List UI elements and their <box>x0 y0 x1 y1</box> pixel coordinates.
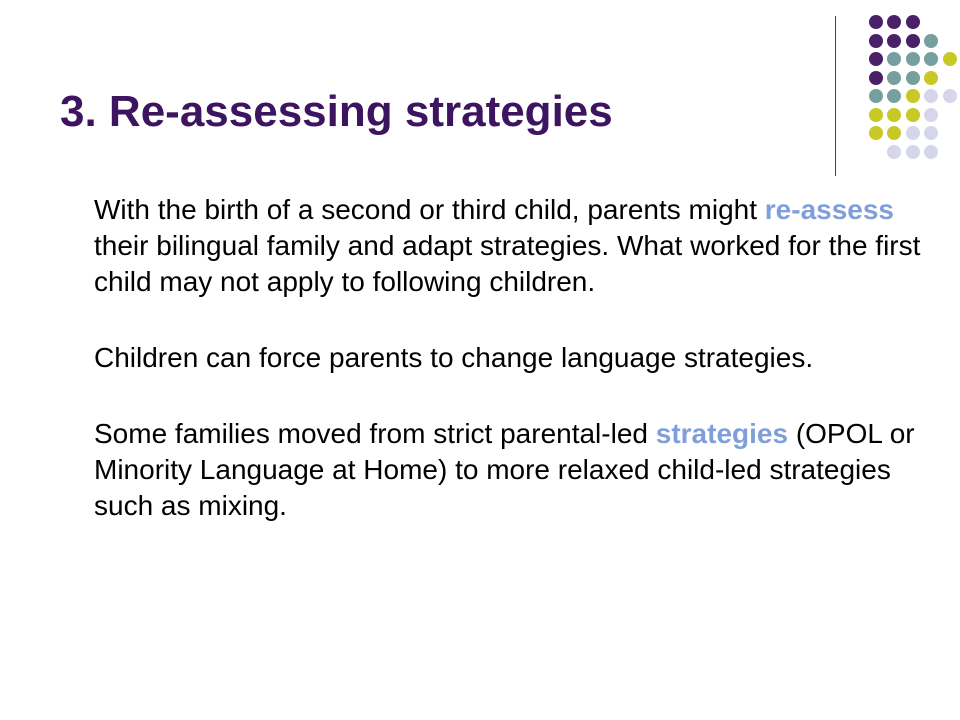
decorative-dot <box>943 52 957 66</box>
decorative-dot <box>869 52 883 66</box>
decorative-dot <box>906 34 920 48</box>
decorative-dot <box>924 145 938 159</box>
decorative-dot <box>906 52 920 66</box>
paragraph-text: (OPOL or Minority Language at Home) to more relaxed child-led strategies such as mixing. <box>94 418 915 521</box>
decorative-dot <box>906 89 920 103</box>
decorative-dot <box>869 89 883 103</box>
decorative-dot <box>887 71 901 85</box>
paragraph-text: Children can force parents to change language strategies. <box>94 342 814 373</box>
decorative-dot <box>906 145 920 159</box>
slide-body <box>94 192 924 564</box>
decorative-dot <box>943 89 957 103</box>
decorative-dot <box>869 34 883 48</box>
body-paragraph-3 <box>94 416 924 524</box>
paragraph-text: their bilingual family and adapt strategies. What worked for the first child may not apply to following children. <box>94 230 921 297</box>
decorative-dot <box>924 126 938 140</box>
decorative-dot <box>924 108 938 122</box>
decorative-dot <box>906 108 920 122</box>
decorative-dot <box>924 34 938 48</box>
paragraph-text: Some families moved from strict parental-led <box>94 418 656 449</box>
decorative-dot <box>869 71 883 85</box>
paragraph-text: With the birth of a second or third child, parents might <box>94 194 765 225</box>
decorative-dot <box>924 89 938 103</box>
decorative-dot <box>887 145 901 159</box>
decorative-dot <box>869 126 883 140</box>
decorative-dot <box>924 71 938 85</box>
decorative-dot <box>869 15 883 29</box>
body-paragraph-1 <box>94 192 924 300</box>
highlighted-term: re-assess <box>764 194 895 225</box>
slide-title: 3. Re-assessing strategies <box>60 87 613 136</box>
decorative-dot <box>887 15 901 29</box>
body-paragraph-2 <box>94 340 924 376</box>
title-divider-line <box>835 16 836 176</box>
decorative-dot <box>887 126 901 140</box>
decorative-dot <box>869 108 883 122</box>
decorative-dot <box>887 34 901 48</box>
decorative-dot <box>906 126 920 140</box>
highlighted-term: strategies <box>655 418 789 449</box>
decorative-dot <box>924 52 938 66</box>
decorative-dot <box>887 108 901 122</box>
decorative-dot <box>887 89 901 103</box>
decorative-dot <box>887 52 901 66</box>
decorative-dot <box>906 71 920 85</box>
decorative-dot <box>906 15 920 29</box>
